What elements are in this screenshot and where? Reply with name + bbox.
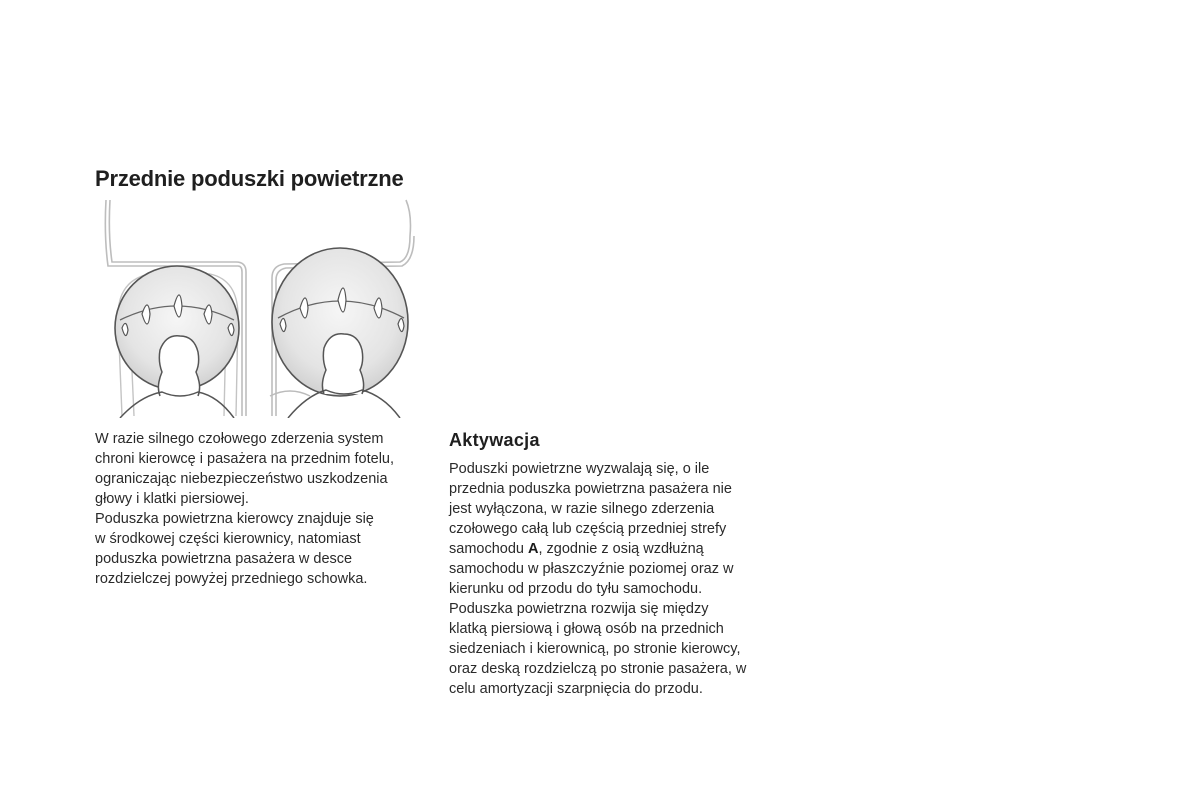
- page-title: Przednie poduszki powietrzne: [95, 166, 404, 191]
- activation-paragraph-1: Poduszki powietrzne wyzwalają się, o ile przednia poduszka powietrzna pasażera nie jest wyłączona, w razie silnego zderzenia czołowego całą lub częścią przedniej strefy samochodu A, zgodnie z osią wzdłużną samochodu w płaszczyźnie poziomej oraz w kierunku od przodu do tyłu samochodu.: [449, 461, 734, 597]
- intro-text-column: [95, 429, 425, 589]
- activation-paragraph-2: Poduszka powietrzna rozwija się między klatką piersiową i głową osób na przednich siedzeniach i kierownicą, po stronie kierowcy, oraz deską rozdzielczą po stronie pasażera, w celu amortyzacji szarpnięcia do przodu.: [449, 601, 747, 697]
- activation-text-column: [449, 459, 779, 699]
- intro-paragraph-2: Poduszka powietrzna kierowcy znajduje się w środkowej części kierownicy, natomiast poduszka powietrzna pasażera w desce rozdzielczej powyżej przedniego schowka.: [95, 511, 374, 587]
- airbag-deployment-illustration: [100, 196, 420, 418]
- activation-heading: Aktywacja: [449, 430, 540, 450]
- zone-marker-a: A: [528, 541, 539, 557]
- intro-paragraph-1: W razie silnego czołowego zderzenia system chroni kierowcę i pasażera na przednim fotelu, ograniczając niebezpieczeństwo uszkodzenia głowy i klatki piersiowej.: [95, 431, 395, 507]
